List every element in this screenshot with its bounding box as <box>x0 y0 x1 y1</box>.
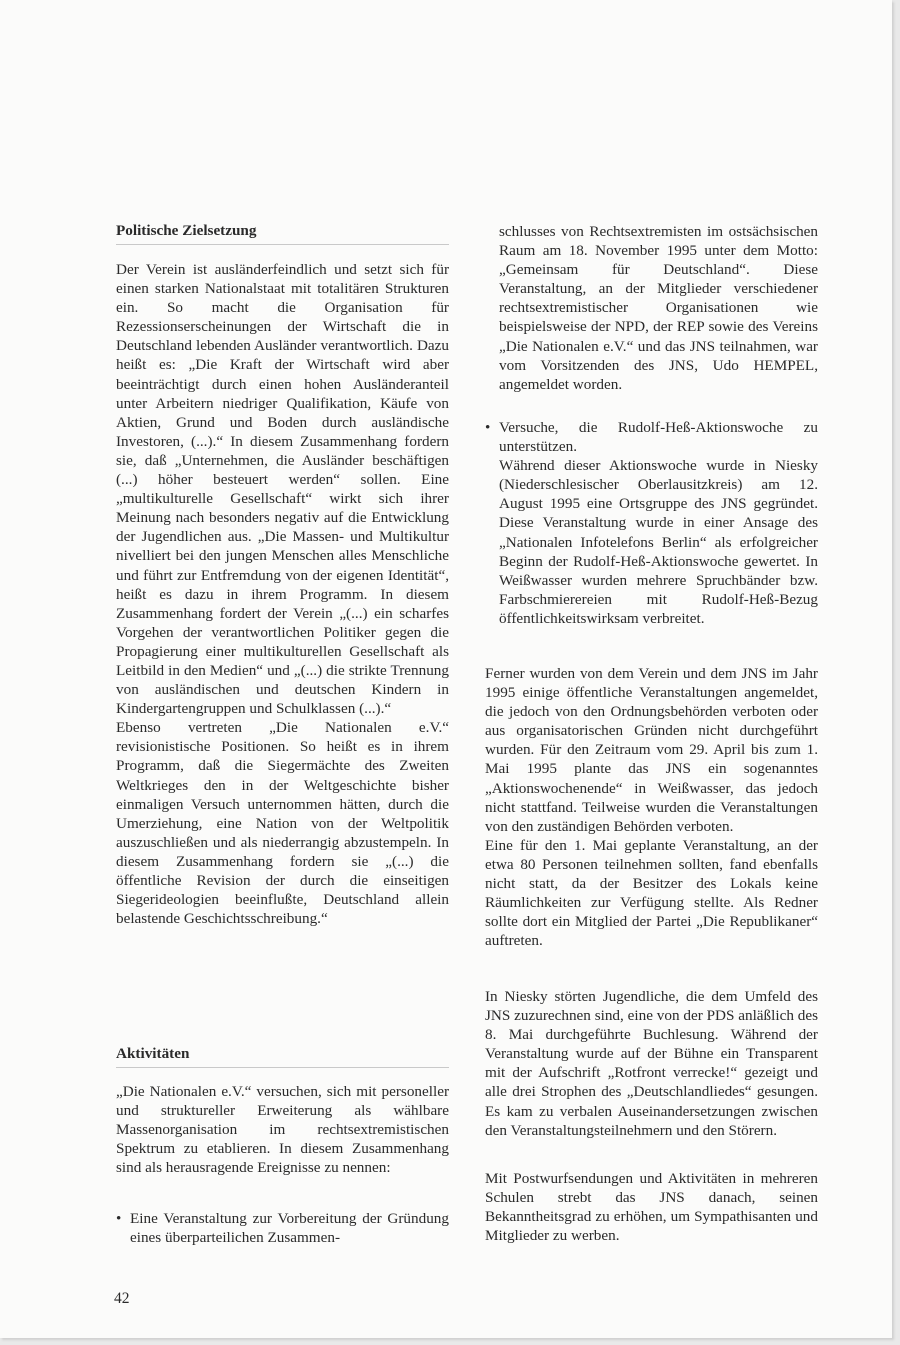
list-item <box>485 222 818 394</box>
bullet-marker: • <box>485 419 491 436</box>
paragraph-zielsetzung: Der Verein ist ausländerfeindlich und setzt sich für einen starken Nationalstaat mit totalitären Strukturen ein. So macht die Organisation für Rezessionserscheinungen der Wirtschaft die in Deutschland lebenden Ausländer verantwortlich. Dazu heißt es: „Die Kraft der Wirtschaft wird aber beeinträchtigt durch einen hohen Ausländeranteil unter Arbeitern niedriger Qualifikation, Käufe von Aktien, Grund und Boden durch ausländische Investoren, (...).“ In diesem Zusammenhang fordern sie, daß „Unternehmen, die Ausländer beschäftigen (...) höher besteuert werden“ sollen. Eine „multikulturelle Gesellschaft“ wirkt sich ihrer Meinung nach besonders negativ auf die Entwicklung der Jugendlichen aus. „Die Massen- und Multikultur nivelliert bei den jungen Menschen alles Menschliche und führt zur Entfremdung von der eigenen Identität“, heißt es dazu in ihrem Programm. In diesem Zusammenhang fordert der Verein „(...) ein scharfes Vorgehen der verantwortlichen Politiker gegen die Propagierung einer multikulturellen Gesellschaft als Leitbild in den Medien“ und „(...) die strikte Trennung von ausländischen und deutschen Kindern in Kindergartengruppen und Schulklassen (...).“ <box>116 261 449 718</box>
left-text-block-1 <box>116 260 449 928</box>
paragraph-niesky: In Niesky störten Jugendliche, die dem Umfeld des JNS zuzurechnen sind, eine von der PDS anläßlich des 8. Mai durchgeführte Buchlesung. Während der Veranstaltung wurde auf der Bühne ein Transparent mit der Aufschrift „Rotfront verrecke!“ gezeigt und alle drei Strophen des „Deutschlandliedes“ gesungen. Es kam zu verbalen Auseinandersetzungen zwischen den Veranstaltungsteilnehmern und den Störern. <box>485 988 818 1139</box>
right-text-block-3 <box>485 987 818 1140</box>
heading-aktivitaeten: Aktivitäten <box>116 1045 190 1062</box>
paragraph-revisionismus: Ebenso vertreten „Die Nationalen e.V.“ revisionistische Positionen. So heißt es in ihrem Programm, daß die Siegermächte des Zweiten Weltkrieges den in der Weltgeschichte bisher einmaligen Versuch unternommen hätten, durch die Umerziehung, eine Nation von der Weltpolitik auszuschließen und als niederrangig abzustempeln. In diesem Zusammenhang fordern sie „(...) die öffentliche Revision der durch die einseitigen Siegerideologien beeinflußte, Deutschland allein belastende Geschichtsschreibung.“ <box>116 719 449 928</box>
bullet-marker: • <box>116 1210 122 1227</box>
left-bullet-block <box>116 1209 449 1247</box>
list-item <box>485 418 818 628</box>
bullet-1-start: Eine Veranstaltung zur Vorbereitung der Gründung eines überparteilichen Zusammen- <box>130 1210 449 1247</box>
list-item <box>116 1209 449 1247</box>
page-number: 42 <box>114 1290 130 1307</box>
paragraph-1-mai: Eine für den 1. Mai geplante Veranstaltung, an der etwa 80 Personen teilnehmen sollten, fand ebenfalls nicht statt, da der Besitzer des Lokals keine Räumlichkeiten zur Verfügung stellte. Als Redner sollte dort ein Mitglied der Partei „Die Republikaner“ auftreten. <box>485 836 818 950</box>
paragraph-postwurf: Mit Postwurfsendungen und Aktivitäten in mehreren Schulen strebt das JNS danach, seinen Bekanntheitsgrad zu erhöhen, um Sympathisanten und Mitglieder zu werben. <box>485 1170 818 1245</box>
right-text-block-1 <box>485 222 818 394</box>
bullet-2-body: Während dieser Aktionswoche wurde in Niesky (Niederschlesischer Oberlausitzkreis) am 12. August 1995 eine Ortsgruppe des JNS gegründet. Diese Veranstaltung wurde in einer Ansage des „Nationalen Infotelefons Berlin“ als erfolgreicher Beginn der Rudolf-Heß-Aktionswoche gewertet. In Weißwasser wurden mehrere Spruchbänder bzw. Farbschmierereien mit Rudolf-Heß-Bezug öffentlichkeitswirksam verbreitet. <box>499 457 818 627</box>
paragraph-veranstaltungen: Ferner wurden von dem Verein und dem JNS im Jahr 1995 einige öffentliche Veranstaltungen angemeldet, die jedoch von den Ordnungsbehörden verboten oder aus organisatorischen Gründen nicht durchgeführt wurden. Für den Zeitraum vom 29. April bis zum 1. Mai 1995 plante das JNS ein sogenanntes „Aktionswochenende“ in Weißwasser, das jedoch nicht stattfand. Teilweise wurden die Veranstaltungen von den zuständigen Behörden verboten. <box>485 665 818 835</box>
heading-politische-zielsetzung: Politische Zielsetzung <box>116 222 257 239</box>
bullet-1-continuation: schlusses von Rechtsextremisten im ostsächsischen Raum am 18. November 1995 unter dem Motto: „Gemeinsam für Deutschland“. Diese Veranstaltung, an der Mitglieder verschiedener rechtsextremistischer Organisationen wie beispielsweise der NPD, der REP sowie des Vereins „Die Nationalen e.V.“ und das JNS teilnahmen, war vom Vorsitzenden des JNS, Udo HEMPEL, angemeldet worden. <box>499 223 818 393</box>
paragraph-aktivitaeten-intro: „Die Nationalen e.V.“ versuchen, sich mit personeller und struktureller Erweiterung als wählbare Massenorganisation im rechtsextremistischen Spektrum zu etablieren. In diesem Zusammenhang sind als herausragende Ereignisse zu nennen: <box>116 1083 449 1177</box>
heading-rule <box>116 244 449 245</box>
right-bullet-block <box>485 418 818 628</box>
bullet-2-head: Versuche, die Rudolf-Heß-Aktionswoche zu unterstützen. <box>499 419 818 456</box>
right-text-block-2 <box>485 664 818 950</box>
right-text-block-4 <box>485 1169 818 1245</box>
left-text-block-2 <box>116 1082 449 1177</box>
heading-rule <box>116 1067 449 1068</box>
